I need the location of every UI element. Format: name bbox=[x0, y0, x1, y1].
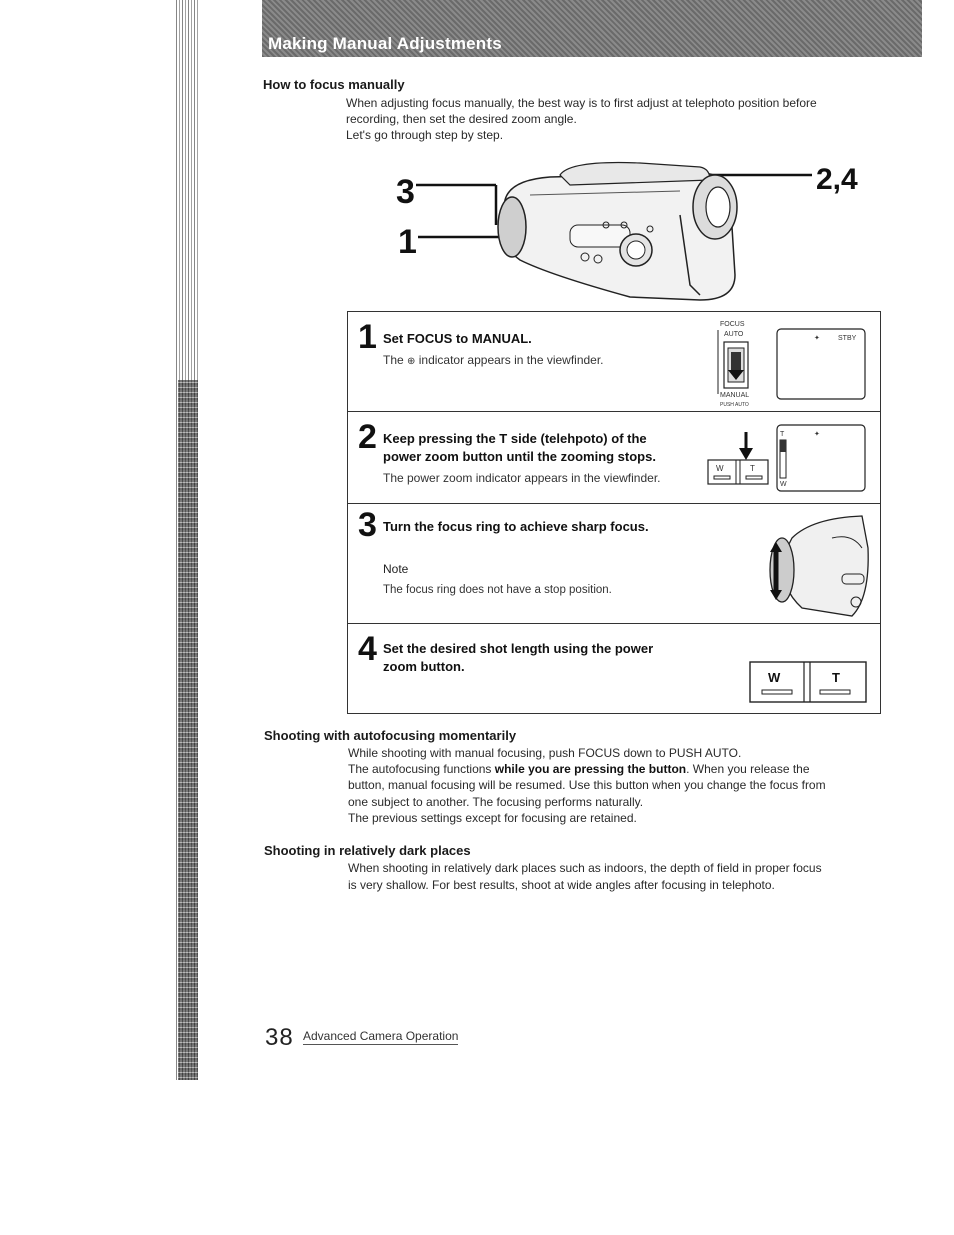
step-2 bbox=[348, 412, 880, 504]
autofocus-line-2: The autofocusing functions while you are pressing the button. When you release the bbox=[348, 762, 810, 776]
step-2-text: The power zoom indicator appears in the viewfinder. bbox=[383, 471, 661, 485]
focus-manually-line-1: When adjusting focus manually, the best way is to first adjust at telephoto position before bbox=[346, 96, 817, 110]
viewfinder-stby bbox=[776, 328, 866, 400]
svg-text:STBY: STBY bbox=[838, 335, 857, 342]
zoom-button-illustration bbox=[748, 658, 870, 706]
step-3 bbox=[348, 504, 880, 624]
svg-text:T: T bbox=[832, 670, 840, 685]
autofocus-line-1: While shooting with manual focusing, push FOCUS down to PUSH AUTO. bbox=[348, 746, 742, 760]
viewfinder-zoom bbox=[776, 424, 866, 492]
svg-text:MANUAL: MANUAL bbox=[720, 392, 750, 399]
camcorder-illustration bbox=[380, 155, 880, 315]
callout-1: 1 bbox=[398, 223, 417, 261]
svg-text:W: W bbox=[716, 464, 724, 473]
step-4 bbox=[348, 624, 880, 714]
step-1-title: Set FOCUS to MANUAL. bbox=[383, 331, 532, 346]
step-3-note-label: Note bbox=[383, 562, 409, 576]
autofocus-line-4: one subject to another. The focusing performs naturally. bbox=[348, 795, 644, 809]
svg-text:W: W bbox=[768, 670, 781, 685]
svg-text:T: T bbox=[750, 464, 755, 473]
step-3-number: 3 bbox=[358, 506, 377, 544]
steps-box bbox=[347, 311, 881, 714]
section-name: Advanced Camera Operation bbox=[303, 1029, 459, 1043]
autofocus-line-5: The previous settings except for focusing are retained. bbox=[348, 811, 637, 825]
focus-manually-line-2: recording, then set the desired zoom angle. bbox=[346, 112, 577, 126]
svg-text:✦: ✦ bbox=[814, 335, 820, 342]
svg-text:W: W bbox=[780, 481, 787, 488]
callout-3: 3 bbox=[396, 173, 415, 211]
dark-places-line-1: When shooting in relatively dark places such as indoors, the depth of field in proper focus bbox=[348, 861, 822, 875]
zoom-button-press bbox=[706, 430, 770, 488]
callout-2-4: 2,4 bbox=[816, 163, 858, 196]
step-3-title: Turn the focus ring to achieve sharp focus. bbox=[383, 519, 649, 534]
focus-ring-illustration bbox=[762, 508, 872, 620]
svg-text:FOCUS: FOCUS bbox=[720, 321, 745, 328]
focus-manually-heading: How to focus manually bbox=[263, 77, 405, 92]
dark-places-line-2: is very shallow. For best results, shoot at wide angles after focusing in telephoto. bbox=[348, 878, 775, 892]
step-4-title-2: zoom button. bbox=[383, 659, 465, 674]
autofocus-heading: Shooting with autofocusing momentarily bbox=[264, 728, 517, 743]
step-4-number: 4 bbox=[358, 630, 377, 668]
svg-text:T: T bbox=[780, 431, 785, 438]
step-1-text: The ⊕ indicator appears in the viewfinder. bbox=[383, 353, 604, 367]
focus-manually-line-3: Let's go through step by step. bbox=[346, 128, 504, 142]
svg-text:✦: ✦ bbox=[814, 431, 820, 438]
step-2-title-1: Keep pressing the T side (telehpoto) of the bbox=[383, 431, 647, 446]
step-3-note-text: The focus ring does not have a stop position. bbox=[383, 584, 612, 596]
binding-shadow bbox=[178, 380, 198, 1080]
autofocus-line-3: button, manual focusing will be resumed. Use this button when you change the focus from bbox=[348, 778, 826, 792]
dark-places-heading: Shooting in relatively dark places bbox=[264, 843, 471, 858]
step-2-number: 2 bbox=[358, 418, 377, 456]
step-1 bbox=[348, 312, 880, 412]
page-title: Making Manual Adjustments bbox=[268, 34, 502, 53]
focus-indicator-icon: ⊕ bbox=[407, 356, 416, 367]
step-1-number: 1 bbox=[358, 318, 377, 356]
focus-switch-illustration bbox=[712, 318, 762, 410]
step-4-title-1: Set the desired shot length using the power bbox=[383, 641, 654, 656]
page-number: 38 bbox=[265, 1024, 294, 1051]
svg-text:AUTO: AUTO bbox=[724, 331, 744, 338]
step-2-title-2: power zoom button until the zooming stops. bbox=[383, 449, 656, 464]
svg-text:PUSH AUTO: PUSH AUTO bbox=[720, 402, 749, 408]
